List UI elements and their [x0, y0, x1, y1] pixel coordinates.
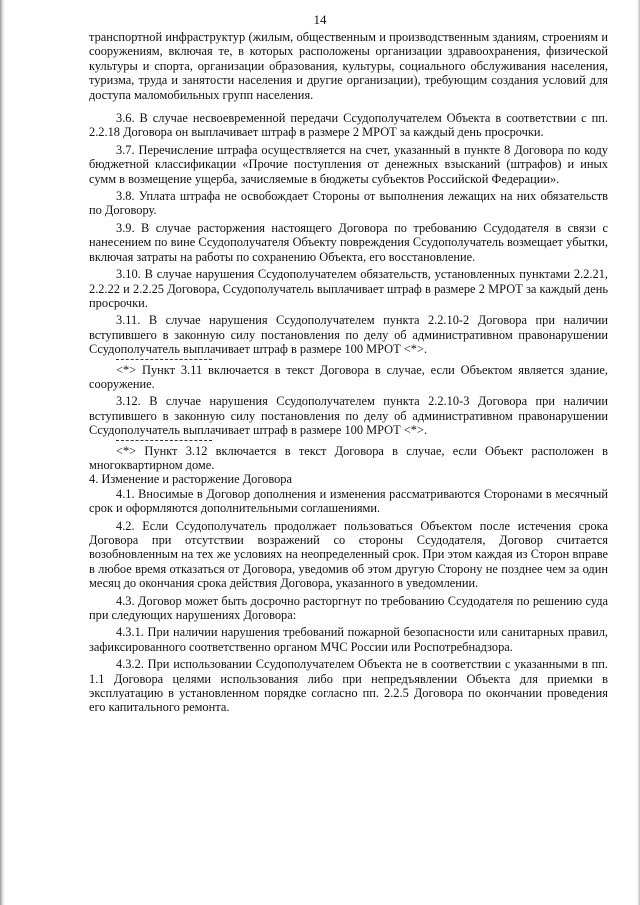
paragraph-continuation: транспортной инфраструктур (жилым, общественным и производственным зданиям, строениям и сооружениям, включая те, в которых расположены организации здравоохранения, физической культуры и спорта, организации образования, культуры, социального обслуживания населения, туризма, труда и занятости населения и другие организации), требующим создания условий для доступа маломобильных групп населения. — [89, 30, 608, 102]
section-title: 4. Изменение и расторжение Договора — [89, 472, 292, 487]
paragraph-4-3-1: 4.3.1. При наличии нарушения требований пожарной безопасности или санитарных правил, зафиксированного соответственно органом МЧС России или Роспотребнадзора. — [89, 625, 608, 654]
paragraph-4-3: 4.3. Договор может быть досрочно расторгнут по требованию Ссудодателя по решению суда при следующих нарушениях Договора: — [89, 593, 608, 623]
document-body — [89, 30, 608, 715]
footnote-3-12: <*> Пункт 3.12 включается в текст Договора в случае, если Объект расположен в многоквартирном доме. — [89, 443, 608, 472]
paragraph-3-10: 3.10. В случае нарушения Ссудополучателем обязательств, установленных пунктами 2.2.21, 2.2.22 и 2.2.25 Договора, Ссудополучатель выплачивает штраф в размере 2 МРОТ за каждый день просрочки. — [89, 267, 608, 310]
scan-edge-left — [0, 0, 5, 905]
paragraph-3-12: 3.12. В случае нарушения Ссудополучателем пункта 2.2.10-3 Договора при наличии вступившего в законную силу постановления по делу об административном правонарушении Ссудополучатель выплачивает штраф в размере 100 МРОТ <*>. — [89, 394, 608, 438]
footnote-separator — [116, 359, 212, 360]
footnote-separator — [116, 440, 212, 441]
paragraph-3-6: 3.6. В случае несвоевременной передачи Ссудополучателем Объекта в соответствии с пп. 2.2.18 Договора он выплачивает штраф в размере 2 МРОТ за каждый день просрочки. — [89, 111, 608, 140]
paragraph-3-8: 3.8. Уплата штрафа не освобождает Стороны от выполнения лежащих на них обязательств по Договору. — [89, 189, 608, 218]
paragraph-4-3-2: 4.3.2. При использовании Ссудополучателем Объекта не в соответствии с указанными в пп. 1.1 Договора целями использования либо при непредъявлении Объекта для приемки в эксплуатацию в установленном порядке согласно пп. 2.2.5 Договора по окончании проведения его капитального ремонта. — [89, 657, 608, 715]
paragraph-3-9: 3.9. В случае расторжения настоящего Договора по требованию Ссудодателя в связи с нанесением по вине Ссудополучателя Объекту повреждения Ссудополучатель возмещает убытки, включая затраты на работы по сохранению Объекта, его восстановление. — [89, 220, 608, 264]
footnote-3-11: <*> Пункт 3.11 включается в текст Договора в случае, если Объектом является здание, сооружение. — [89, 362, 608, 391]
paragraph-3-7: 3.7. Перечисление штрафа осуществляется на счет, указанный в пункте 8 Договора по коду бюджетной классификации «Прочие поступления от денежных взысканий (штрафов) и иных сумм в возмещение ущерба, зачисляемые в бюджеты субъектов Российской Федерации». — [89, 142, 608, 186]
paragraph-4-1: 4.1. Вносимые в Договор дополнения и изменения рассматриваются Сторонами в месячный срок и оформляются дополнительными соглашениями. — [89, 486, 608, 516]
page-number: 14 — [313, 12, 327, 27]
paragraph-4-2: 4.2. Если Ссудополучатель продолжает пользоваться Объектом после истечения срока Договора при отсутствии возражений со стороны Ссудодателя, Договор считается возобновленным на тех же условиях на неопределенный срок. При этом каждая из Сторон вправе в любое время отказаться от Договора, уведомив об этом другую Сторону не позднее чем за один месяц до окончания срока действия Договора, указанного в уведомлении. — [89, 518, 608, 591]
paragraph-3-11: 3.11. В случае нарушения Ссудополучателем пункта 2.2.10-2 Договора при наличии вступившего в законную силу постановления по делу об административном правонарушении Ссудополучатель выплачивает штраф в размере 100 МРОТ <*>. — [89, 313, 608, 357]
